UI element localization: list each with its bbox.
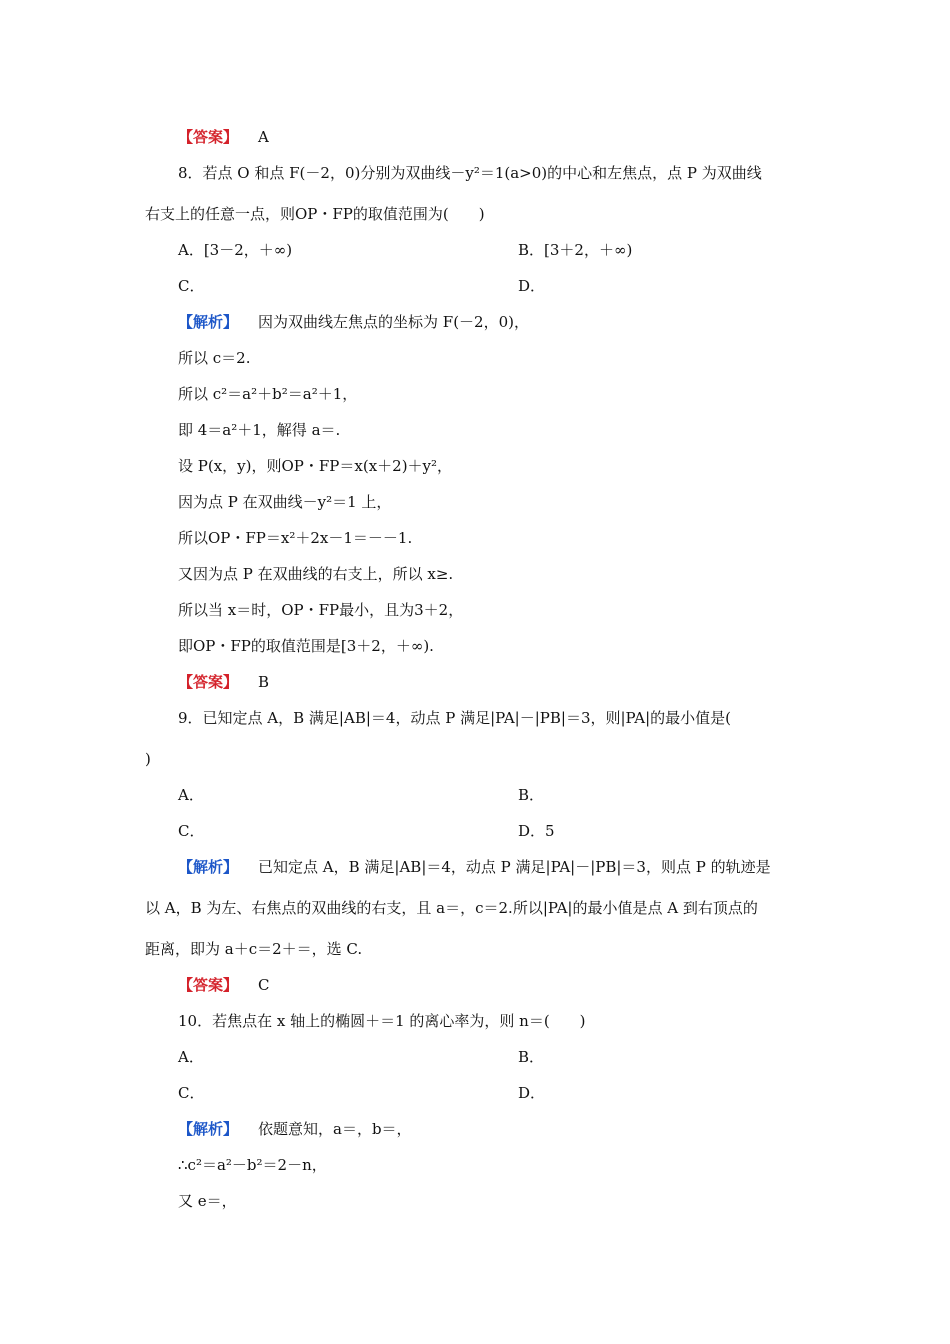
answer-tag: 【答案】 — [178, 976, 239, 994]
q8-option-c: C． — [178, 277, 205, 295]
q10-analysis-line: ∴c²＝a²－b²＝2－n， — [178, 1156, 327, 1174]
q8-analysis-first — [178, 312, 529, 332]
q8-option-d: D． — [518, 277, 546, 295]
q10-analysis-text: 依题意知，a＝，b＝， — [258, 1120, 412, 1138]
q9-analysis-line3: 距离，即为 a＋c＝2＋＝，选 C. — [145, 940, 363, 958]
q10-analysis-line: 又 e＝， — [178, 1192, 237, 1210]
q9-option-a: A． — [178, 786, 204, 804]
q8-answer — [178, 672, 269, 692]
q9-analysis-text: 已知定点 A，B 满足|AB|＝4，动点 P 满足|PA|－|PB|＝3，则点 P 的轨迹是 — [258, 858, 771, 876]
q8-analysis-line: 所以 c＝2. — [178, 349, 251, 367]
q8-analysis-line: 即OP・FP的取值范围是[3＋2，＋∞). — [178, 637, 434, 655]
q9-option-b: B． — [518, 786, 545, 804]
q8-analysis-line: 即 4＝a²＋1，解得 a＝. — [178, 421, 341, 439]
analysis-tag: 【解析】 — [178, 858, 239, 876]
analysis-tag: 【解析】 — [178, 313, 239, 331]
q8-analysis-line: 所以 c²＝a²＋b²＝a²＋1， — [178, 385, 358, 403]
q9-stem-line2: ) — [145, 750, 151, 768]
q8-analysis-line: 设 P(x，y)，则OP・FP＝x(x＋2)＋y²， — [178, 457, 453, 475]
q8-stem-line2: 右支上的任意一点，则OP・FP的取值范围为( ) — [145, 205, 485, 223]
answer-tag: 【答案】 — [178, 128, 239, 146]
q10-option-c: C． — [178, 1084, 205, 1102]
q8-analysis-line: 所以当 x＝时，OP・FP最小，且为3＋2， — [178, 601, 464, 619]
q8-answer-value: B — [258, 673, 270, 691]
q8-stem-line1: 8．若点 O 和点 F(－2，0)分别为双曲线－y²＝1(a>0)的中心和左焦点，点 P 为双曲线 — [178, 164, 762, 182]
q10-stem: 10．若焦点在 x 轴上的椭圆＋＝1 的离心率为，则 n＝( ) — [178, 1012, 586, 1030]
q9-option-c: C． — [178, 822, 205, 840]
q9-answer — [178, 975, 270, 995]
q8-option-b: B．[3＋2，＋∞) — [518, 241, 633, 259]
q10-analysis-first — [178, 1119, 412, 1139]
q7-answer — [178, 127, 269, 147]
q8-analysis-line: 又因为点 P 在双曲线的右支上，所以 x≥. — [178, 565, 454, 583]
q10-option-d: D． — [518, 1084, 546, 1102]
q8-analysis-line: 因为点 P 在双曲线－y²＝1 上， — [178, 493, 392, 511]
q10-option-b: B． — [518, 1048, 545, 1066]
q8-option-a: A．[3－2，＋∞) — [178, 241, 293, 259]
q10-option-a: A． — [178, 1048, 204, 1066]
q9-answer-value: C — [258, 976, 270, 994]
q7-answer-value: A — [258, 128, 269, 146]
answer-tag: 【答案】 — [178, 673, 239, 691]
q9-option-d: D．5 — [518, 822, 555, 840]
q8-analysis-text: 因为双曲线左焦点的坐标为 F(－2，0)， — [258, 313, 529, 331]
q9-analysis-first — [178, 857, 771, 877]
analysis-tag: 【解析】 — [178, 1120, 239, 1138]
q8-analysis-line: 所以OP・FP＝x²＋2x－1＝－－1. — [178, 529, 413, 547]
q9-analysis-line2: 以 A，B 为左、右焦点的双曲线的右支，且 a＝，c＝2.所以|PA|的最小值是点 A 到右顶点的 — [145, 899, 758, 917]
q9-stem-line1: 9．已知定点 A，B 满足|AB|＝4，动点 P 满足|PA|－|PB|＝3，则|PA|的最小值是( — [178, 709, 732, 727]
